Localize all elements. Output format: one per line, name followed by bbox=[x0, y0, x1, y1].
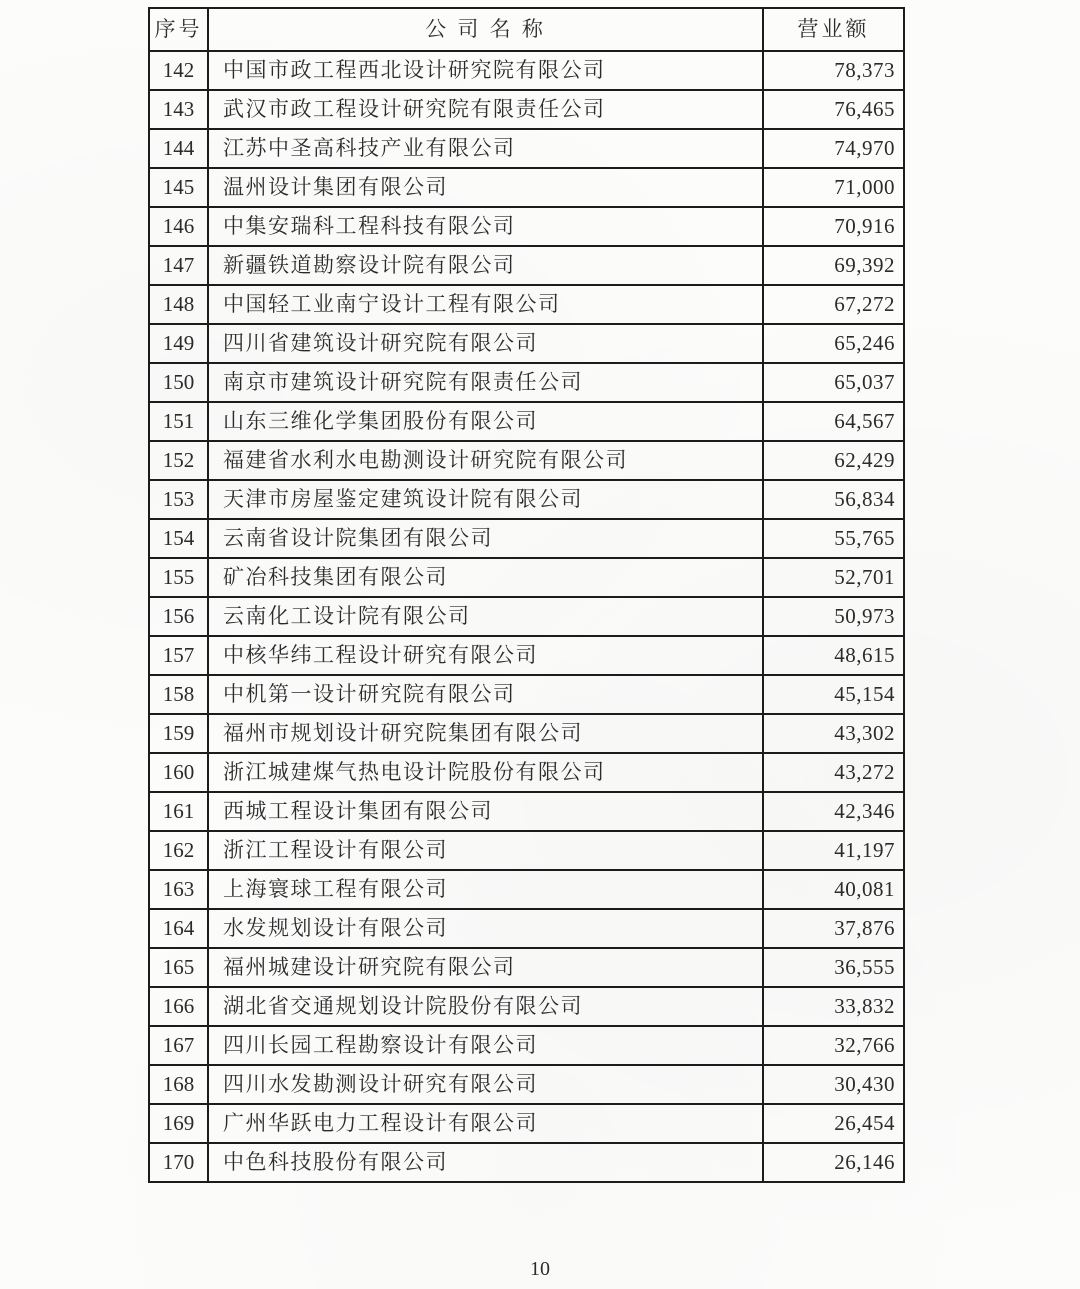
company-name-cell: 湖北省交通规划设计院股份有限公司 bbox=[208, 987, 763, 1026]
rank-cell: 157 bbox=[149, 636, 208, 675]
revenue-cell: 69,392 bbox=[763, 246, 904, 285]
company-name-cell: 浙江工程设计有限公司 bbox=[208, 831, 763, 870]
rank-cell: 151 bbox=[149, 402, 208, 441]
company-name-cell: 四川水发勘测设计研究有限公司 bbox=[208, 1065, 763, 1104]
rank-cell: 146 bbox=[149, 207, 208, 246]
revenue-cell: 65,246 bbox=[763, 324, 904, 363]
revenue-cell: 78,373 bbox=[763, 51, 904, 90]
table-row bbox=[149, 831, 904, 870]
revenue-cell: 74,970 bbox=[763, 129, 904, 168]
revenue-cell: 43,302 bbox=[763, 714, 904, 753]
revenue-cell: 32,766 bbox=[763, 1026, 904, 1065]
revenue-cell: 64,567 bbox=[763, 402, 904, 441]
col-header-company: 公 司 名 称 bbox=[208, 8, 763, 51]
table-row bbox=[149, 168, 904, 207]
revenue-cell: 36,555 bbox=[763, 948, 904, 987]
company-name-cell: 四川省建筑设计研究院有限公司 bbox=[208, 324, 763, 363]
rank-cell: 159 bbox=[149, 714, 208, 753]
table-row bbox=[149, 948, 904, 987]
company-name-cell: 云南化工设计院有限公司 bbox=[208, 597, 763, 636]
table-row bbox=[149, 597, 904, 636]
table-row bbox=[149, 1104, 904, 1143]
rank-cell: 155 bbox=[149, 558, 208, 597]
company-name-cell: 山东三维化学集团股份有限公司 bbox=[208, 402, 763, 441]
revenue-cell: 26,146 bbox=[763, 1143, 904, 1182]
rank-cell: 164 bbox=[149, 909, 208, 948]
table-row bbox=[149, 285, 904, 324]
rank-cell: 154 bbox=[149, 519, 208, 558]
revenue-cell: 30,430 bbox=[763, 1065, 904, 1104]
table-row bbox=[149, 90, 904, 129]
header-row bbox=[149, 8, 904, 51]
company-name-cell: 江苏中圣高科技产业有限公司 bbox=[208, 129, 763, 168]
table-row bbox=[149, 792, 904, 831]
rank-cell: 158 bbox=[149, 675, 208, 714]
revenue-cell: 42,346 bbox=[763, 792, 904, 831]
table-row bbox=[149, 51, 904, 90]
company-name-cell: 南京市建筑设计研究院有限责任公司 bbox=[208, 363, 763, 402]
rank-cell: 143 bbox=[149, 90, 208, 129]
revenue-cell: 48,615 bbox=[763, 636, 904, 675]
table-row bbox=[149, 402, 904, 441]
revenue-cell: 67,272 bbox=[763, 285, 904, 324]
revenue-cell: 76,465 bbox=[763, 90, 904, 129]
revenue-cell: 55,765 bbox=[763, 519, 904, 558]
table-row bbox=[149, 675, 904, 714]
table-row bbox=[149, 714, 904, 753]
revenue-cell: 62,429 bbox=[763, 441, 904, 480]
company-name-cell: 上海寰球工程有限公司 bbox=[208, 870, 763, 909]
table-row bbox=[149, 1065, 904, 1104]
revenue-cell: 41,197 bbox=[763, 831, 904, 870]
rank-cell: 153 bbox=[149, 480, 208, 519]
rank-cell: 163 bbox=[149, 870, 208, 909]
revenue-cell: 37,876 bbox=[763, 909, 904, 948]
table-row bbox=[149, 441, 904, 480]
company-name-cell: 西城工程设计集团有限公司 bbox=[208, 792, 763, 831]
table-row bbox=[149, 324, 904, 363]
table-row bbox=[149, 753, 904, 792]
rank-cell: 166 bbox=[149, 987, 208, 1026]
company-revenue-table bbox=[148, 7, 905, 1183]
table-row bbox=[149, 558, 904, 597]
table-row bbox=[149, 870, 904, 909]
revenue-cell: 45,154 bbox=[763, 675, 904, 714]
rank-cell: 142 bbox=[149, 51, 208, 90]
rank-cell: 168 bbox=[149, 1065, 208, 1104]
table-row bbox=[149, 129, 904, 168]
table-header bbox=[149, 8, 904, 51]
table-row bbox=[149, 480, 904, 519]
company-name-cell: 浙江城建煤气热电设计院股份有限公司 bbox=[208, 753, 763, 792]
revenue-cell: 56,834 bbox=[763, 480, 904, 519]
company-name-cell: 中机第一设计研究院有限公司 bbox=[208, 675, 763, 714]
rank-cell: 152 bbox=[149, 441, 208, 480]
table-body bbox=[149, 51, 904, 1182]
company-name-cell: 云南省设计院集团有限公司 bbox=[208, 519, 763, 558]
rank-cell: 167 bbox=[149, 1026, 208, 1065]
company-name-cell: 中核华纬工程设计研究有限公司 bbox=[208, 636, 763, 675]
table-row bbox=[149, 636, 904, 675]
company-name-cell: 中国轻工业南宁设计工程有限公司 bbox=[208, 285, 763, 324]
rank-cell: 161 bbox=[149, 792, 208, 831]
company-name-cell: 天津市房屋鉴定建筑设计院有限公司 bbox=[208, 480, 763, 519]
rank-cell: 170 bbox=[149, 1143, 208, 1182]
page-number: 10 bbox=[530, 1258, 550, 1280]
rank-cell: 150 bbox=[149, 363, 208, 402]
revenue-cell: 33,832 bbox=[763, 987, 904, 1026]
rank-cell: 148 bbox=[149, 285, 208, 324]
rank-cell: 149 bbox=[149, 324, 208, 363]
revenue-cell: 26,454 bbox=[763, 1104, 904, 1143]
company-name-cell: 中国市政工程西北设计研究院有限公司 bbox=[208, 51, 763, 90]
company-name-cell: 四川长园工程勘察设计有限公司 bbox=[208, 1026, 763, 1065]
col-header-rank: 序号 bbox=[149, 8, 208, 51]
company-name-cell: 中色科技股份有限公司 bbox=[208, 1143, 763, 1182]
company-name-cell: 福建省水利水电勘测设计研究院有限公司 bbox=[208, 441, 763, 480]
rank-cell: 145 bbox=[149, 168, 208, 207]
company-name-cell: 中集安瑞科工程科技有限公司 bbox=[208, 207, 763, 246]
company-name-cell: 武汉市政工程设计研究院有限责任公司 bbox=[208, 90, 763, 129]
table-row bbox=[149, 363, 904, 402]
company-name-cell: 新疆铁道勘察设计院有限公司 bbox=[208, 246, 763, 285]
table-row bbox=[149, 1026, 904, 1065]
table-row bbox=[149, 987, 904, 1026]
table-row bbox=[149, 246, 904, 285]
col-header-revenue: 营业额 bbox=[763, 8, 904, 51]
revenue-cell: 50,973 bbox=[763, 597, 904, 636]
rank-cell: 162 bbox=[149, 831, 208, 870]
company-name-cell: 矿冶科技集团有限公司 bbox=[208, 558, 763, 597]
revenue-cell: 52,701 bbox=[763, 558, 904, 597]
revenue-cell: 70,916 bbox=[763, 207, 904, 246]
revenue-cell: 65,037 bbox=[763, 363, 904, 402]
table-row bbox=[149, 1143, 904, 1182]
revenue-cell: 43,272 bbox=[763, 753, 904, 792]
table-row bbox=[149, 207, 904, 246]
table-row bbox=[149, 519, 904, 558]
rank-cell: 147 bbox=[149, 246, 208, 285]
rank-cell: 165 bbox=[149, 948, 208, 987]
rank-cell: 169 bbox=[149, 1104, 208, 1143]
rank-cell: 156 bbox=[149, 597, 208, 636]
rank-cell: 144 bbox=[149, 129, 208, 168]
revenue-cell: 71,000 bbox=[763, 168, 904, 207]
revenue-cell: 40,081 bbox=[763, 870, 904, 909]
company-name-cell: 福州城建设计研究院有限公司 bbox=[208, 948, 763, 987]
rank-cell: 160 bbox=[149, 753, 208, 792]
table-row bbox=[149, 909, 904, 948]
company-name-cell: 温州设计集团有限公司 bbox=[208, 168, 763, 207]
company-name-cell: 水发规划设计有限公司 bbox=[208, 909, 763, 948]
company-name-cell: 福州市规划设计研究院集团有限公司 bbox=[208, 714, 763, 753]
company-name-cell: 广州华跃电力工程设计有限公司 bbox=[208, 1104, 763, 1143]
